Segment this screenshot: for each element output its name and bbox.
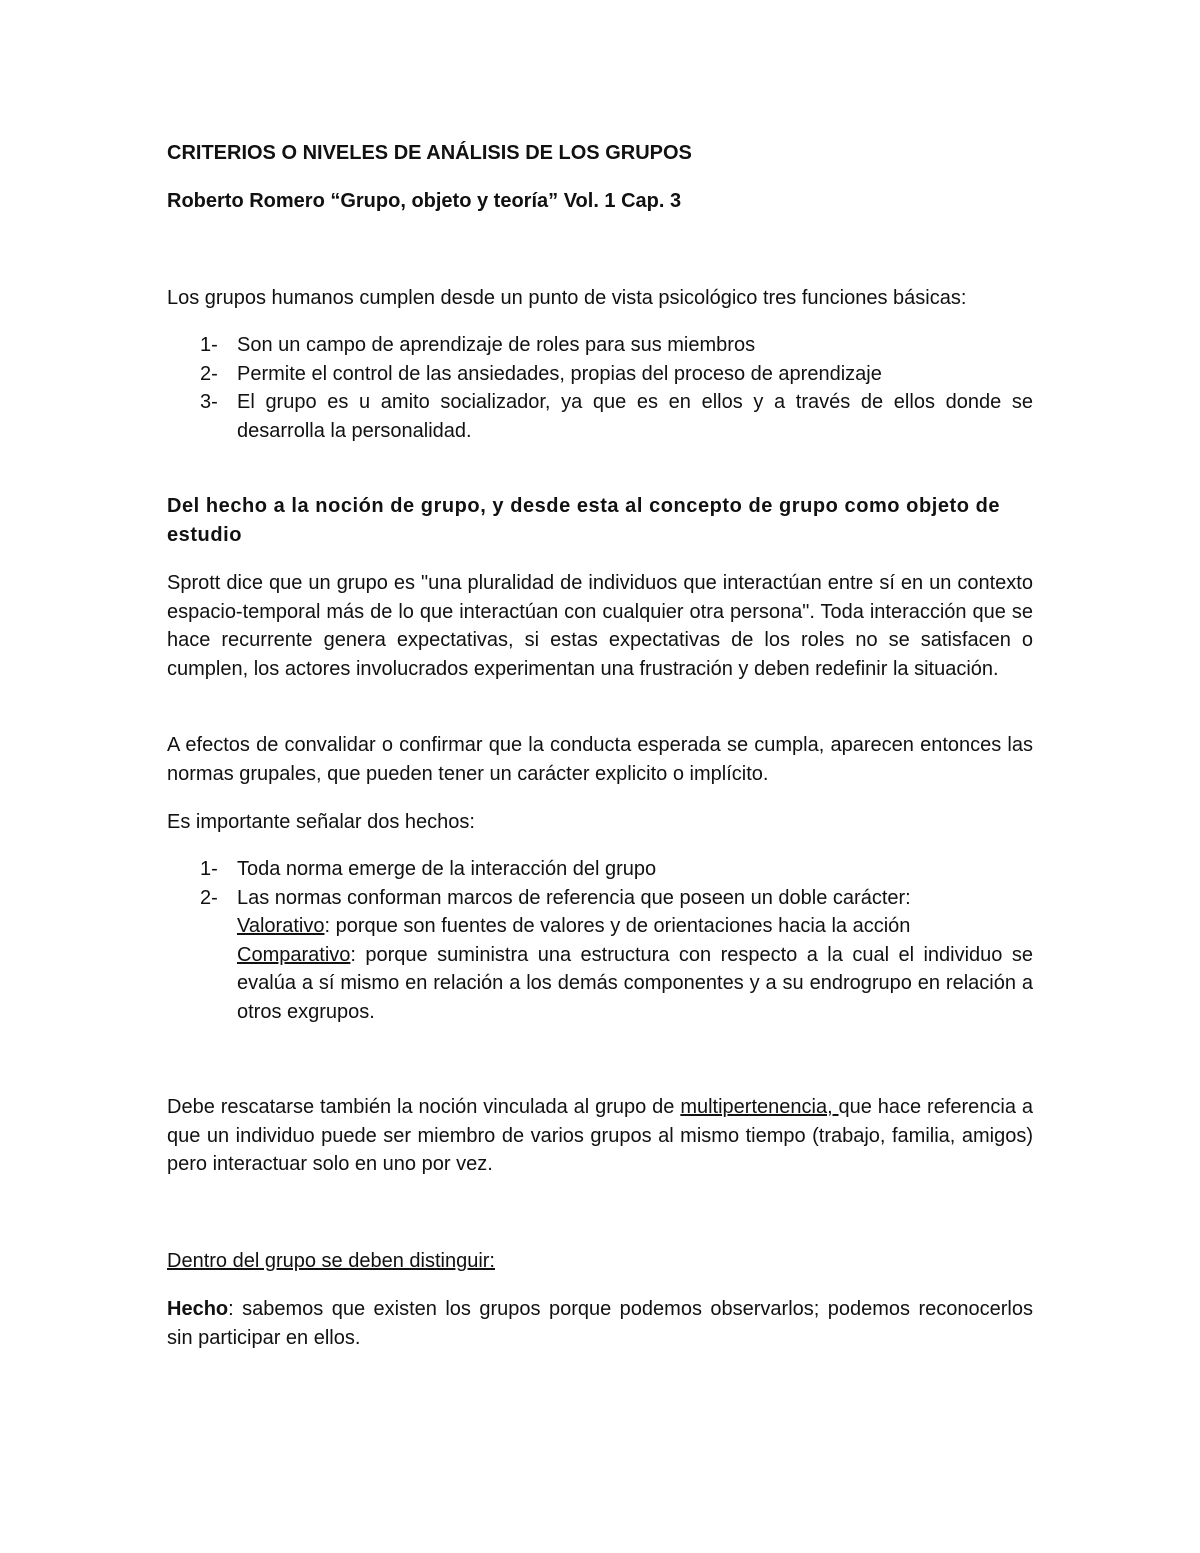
intro-paragraph: Los grupos humanos cumplen desde un punto de vista psicológico tres funciones básicas: bbox=[167, 287, 967, 309]
list-item bbox=[167, 331, 1033, 360]
distinguish-heading: Dentro del grupo se deben distinguir: bbox=[167, 1250, 495, 1272]
list-item bbox=[167, 388, 1033, 445]
section-heading: Del hecho a la noción de grupo, y desde esta al concepto de grupo como objeto de estudio bbox=[167, 495, 1001, 546]
multipertenencia-text-after: que hace referencia a que un individuo puede ser miembro de varios grupos al mismo tiempo (trabajo, familia, amigos) pero interactuar solo en uno por vez. bbox=[167, 1096, 1034, 1175]
comparativo-term: Comparativo bbox=[237, 943, 351, 966]
list-number: 1- bbox=[200, 858, 218, 880]
comparativo-line bbox=[237, 941, 1033, 1027]
multipertenencia-term: multipertenencia, bbox=[680, 1096, 839, 1118]
sprott-paragraph: Sprott dice que un grupo es "una pluralidad de individuos que interactúan entre sí en un contexto espacio-temporal más de lo que interactúan con cualquier otra persona". Toda interacción que se hace recurrente genera expectativas, si estas expectativas de los roles no se satisfacen o cumplen, los actores involucrados experimentan una frustración y deben redefinir la situación. bbox=[167, 572, 1033, 680]
list-number: 1- bbox=[200, 334, 218, 356]
document-subtitle: Roberto Romero “Grupo, objeto y teoría” Vol. 1 Cap. 3 bbox=[167, 190, 682, 212]
list-item-text: Son un campo de aprendizaje de roles para sus miembros bbox=[237, 334, 756, 356]
importante-paragraph: Es importante señalar dos hechos: bbox=[167, 811, 475, 833]
list-number: 2- bbox=[200, 362, 218, 385]
list-item bbox=[167, 360, 1033, 389]
valorativo-term: Valorativo bbox=[237, 915, 325, 937]
hecho-term: Hecho bbox=[167, 1298, 229, 1320]
comparativo-text: : porque suministra una estructura con respecto a la cual el individuo se evalúa a sí mismo en relación a los demás componentes y a su endrogrupo en relación a otros exgrupos. bbox=[237, 943, 1033, 1023]
functions-list bbox=[167, 331, 1033, 445]
document-title: CRITERIOS O NIVELES DE ANÁLISIS DE LOS GRUPOS bbox=[167, 142, 692, 164]
list-item-text: Toda norma emerge de la interacción del grupo bbox=[237, 858, 657, 880]
list-item-text: El grupo es u amito socializador, ya que es en ellos y a través de ellos donde se desarrolla la personalidad. bbox=[237, 391, 1033, 442]
efectos-paragraph: A efectos de convalidar o confirmar que la conducta esperada se cumpla, aparecen entonces las normas grupales, que pueden tener un carácter explicito o implícito. bbox=[167, 734, 1033, 785]
multipertenencia-paragraph bbox=[167, 1093, 1033, 1179]
facts-list bbox=[167, 855, 1033, 1026]
list-item bbox=[167, 884, 1033, 1027]
list-item-text: Permite el control de las ansiedades, propias del proceso de aprendizaje bbox=[237, 362, 882, 385]
list-item-text: Las normas conforman marcos de referencia que poseen un doble carácter: bbox=[237, 886, 911, 909]
valorativo-text: : porque son fuentes de valores y de orientaciones hacia la acción bbox=[324, 915, 911, 937]
hecho-paragraph bbox=[167, 1295, 1033, 1352]
list-number: 3- bbox=[200, 391, 218, 413]
multipertenencia-text-before: Debe rescatarse también la noción vinculada al grupo de bbox=[167, 1096, 681, 1118]
list-number: 2- bbox=[200, 886, 218, 909]
list-item bbox=[167, 855, 1033, 884]
valorativo-line bbox=[237, 912, 1033, 941]
hecho-text: : sabemos que existen los grupos porque podemos observarlos; podemos reconocerlos sin participar en ellos. bbox=[167, 1298, 1033, 1349]
